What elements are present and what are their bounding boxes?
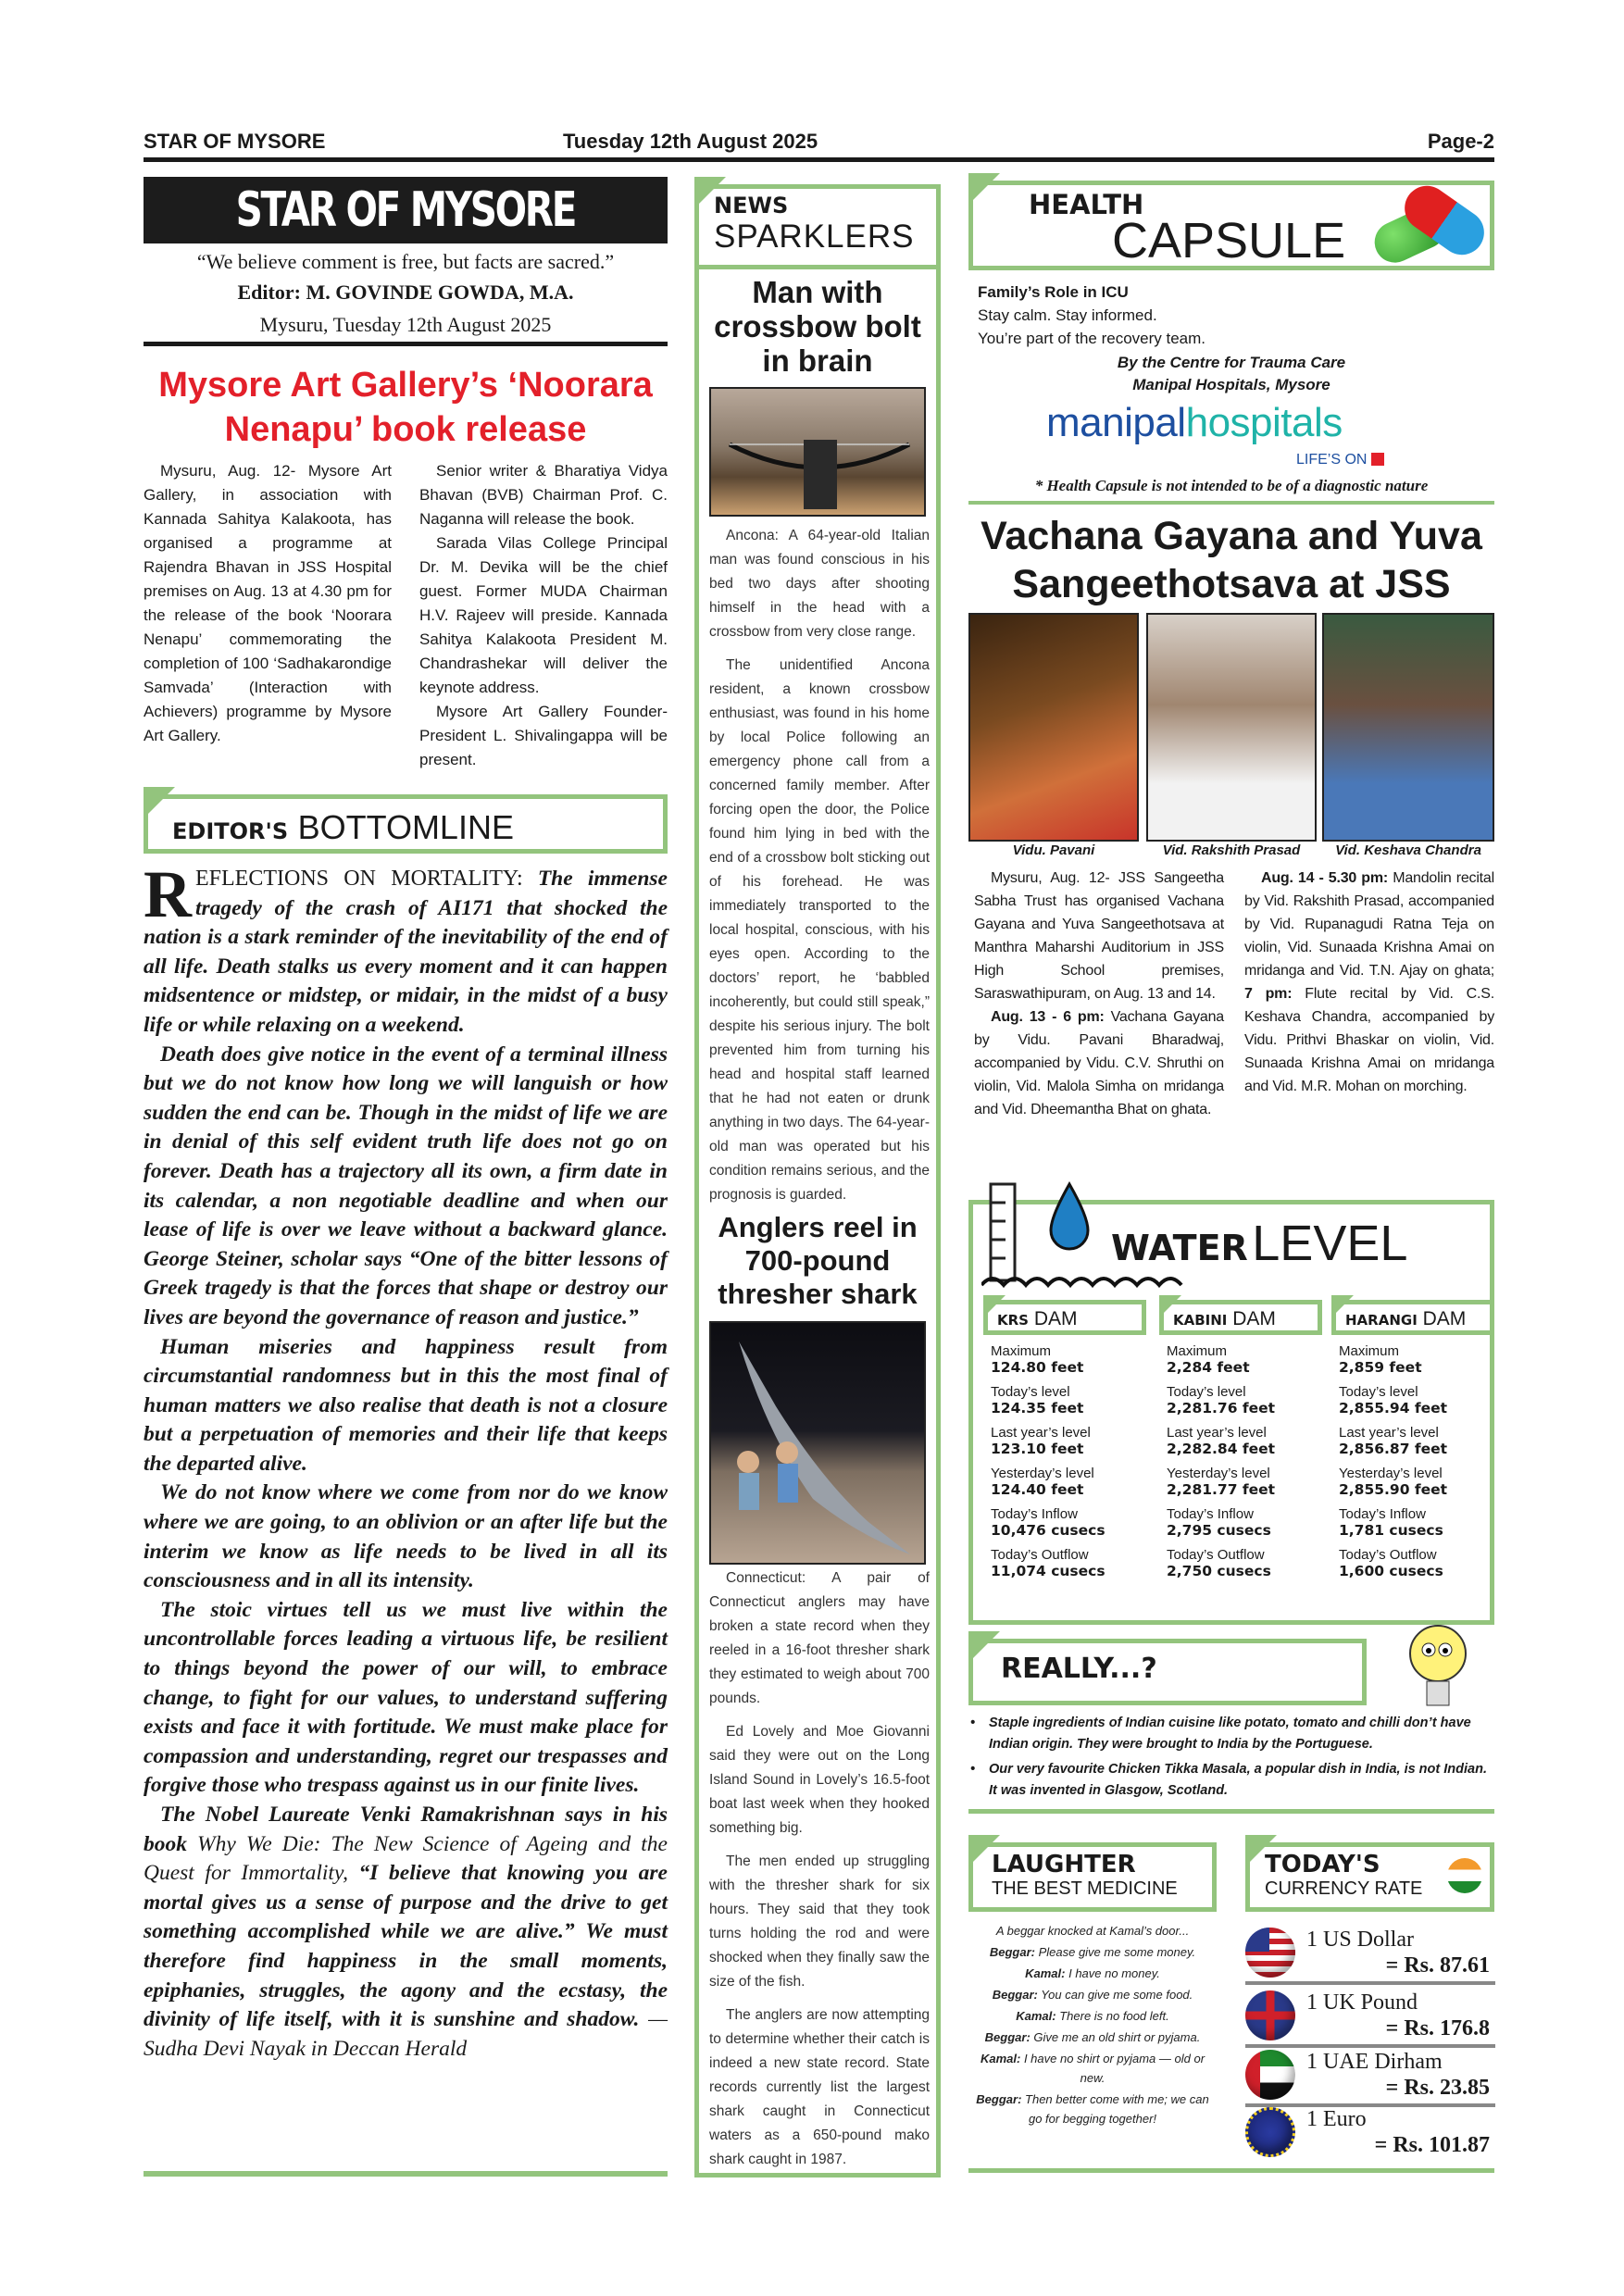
masthead-tagline: “We believe comment is free, but facts are sacred.” [196, 250, 615, 273]
speaker: Kamal: [980, 2052, 1021, 2065]
dam-label-last_year: Last year’s level [1339, 1425, 1439, 1441]
health-title: Family’s Role in ICU [978, 283, 1129, 301]
label-light: SPARKLERS [714, 218, 915, 255]
paragraph-lead: Aug. 14 - 5.30 pm: [1261, 870, 1389, 886]
dam-kabini [1159, 1300, 1322, 1579]
paragraph: Ed Lovely and Moe Giovanni said they were out on the Long Island Sound in Lovely’s 16.5-foot boat last week when they hooked something big. [709, 1724, 930, 1836]
page-number: Page-2 [1427, 130, 1494, 153]
paragraph: The immense tragedy of the crash of AI171 that shocked the nation is a stark reminder of the inevitability of the end of all life. Death stalks us every moment and it can happen midsentence or midstep, or midair, in the midst of a busy life or while relaxing on a weekend. [144, 867, 668, 1037]
joke-intro: A beggar knocked at Kamal’s door... [995, 1924, 1190, 1938]
dam-label-last_year: Last year’s level [1167, 1425, 1267, 1441]
dam-label-inflow: Today’s Inflow [1339, 1506, 1426, 1522]
paragraph: The unidentified Ancona resident, a known crossbow enthusiast, was found in his home by local Police following an emergency phone call from a concerned family member. After forcing open the door, the Police found him lying in bed with the end of a crossbow bolt sticking out of his forehead. He was immediately transported to the local hospital, conscious, with his eyes open. According to the doctors’ report, he ‘babbled incoherently, but could still speak,” despite his serious injury. The bolt prevented him from turning his head and hospital staff learned that he had not eaten or drunk anything in two days. The 64-year-old man was operated but his condition remains serious, and the prognosis is guarded. [709, 657, 930, 1203]
tagline: LIFE’S ON [1296, 452, 1368, 468]
dam-harangi [1331, 1300, 1494, 1579]
joke-line [968, 2090, 1217, 2128]
line-text: Please give me some money. [1034, 1945, 1196, 1959]
fact-text: Our very favourite Chicken Tikka Masala, a popular dish in India, is not Indian. It was invented in Glasgow, Scotland. [989, 1762, 1487, 1798]
currency-name: 1 US Dollar [1306, 1928, 1414, 1952]
paragraph-lead: 7 pm: [1244, 986, 1293, 1002]
uk-flag-icon [1245, 1990, 1295, 2040]
dam-title [1159, 1300, 1322, 1335]
dam-value-inflow: 2,795 cusecs [1167, 1522, 1271, 1539]
dam-label-yesterday: Yesterday’s level [1339, 1466, 1443, 1481]
dam-label-yesterday: Yesterday’s level [1167, 1466, 1270, 1481]
caption: Vidu. Pavani [1012, 842, 1095, 858]
credit: —Sudha Devi Nayak in Deccan Herald [144, 2007, 668, 2061]
masthead-title: STAR OF MYSORE [144, 177, 668, 243]
vachana-headline: Vachana Gayana and Yuva Sangeethotsava at JSS [981, 514, 1482, 606]
logo-part: manipal [1046, 400, 1186, 445]
speaker: Beggar: [984, 2030, 1031, 2044]
joke-line [968, 2028, 1217, 2047]
dam-value-inflow: 1,781 cusecs [1339, 1522, 1443, 1539]
masthead-dateline: Mysuru, Tuesday 12th August 2025 [259, 313, 552, 336]
capsule-pill-icon [1373, 178, 1484, 270]
line-text: There is no food left. [1056, 2009, 1169, 2023]
paragraph: Connecticut: A pair of Connecticut anglers may have broken a state record when they reeled in a 16-foot thresher shark they estimated to weigh about 700 pounds. [709, 1570, 930, 1706]
kicker: EFLECTIONS ON MORTALITY: [195, 867, 523, 891]
label-bold: LAUGHTER [992, 1851, 1136, 1878]
shark-photo [709, 1321, 926, 1565]
dam-label-outflow: Today’s Outflow [1167, 1547, 1265, 1563]
dam-label-inflow: Today’s Inflow [1167, 1506, 1254, 1522]
label-bold: TODAY'S [1265, 1851, 1380, 1878]
health-capsule-label [968, 181, 1494, 270]
dam-value-last_year: 123.10 feet [991, 1441, 1084, 1457]
label-light: CURRENCY RATE [1265, 1878, 1423, 1899]
list-item: • Our very favourite Chicken Tikka Masala, a popular dish in India, is not Indian. It was invented in Glasgow, Scotland. [970, 1762, 1487, 1798]
joke-line [968, 2006, 1217, 2026]
line-text: I have no shirt or pyjama — old or new. [1020, 2052, 1206, 2085]
crossbow-headline: Man with crossbow bolt in brain [714, 275, 921, 378]
speaker: Beggar: [976, 2092, 1022, 2106]
speaker: Beggar: [992, 1988, 1038, 2002]
line-text: Give me an old shirt or pyjama. [1030, 2030, 1201, 2044]
paragraph: Mysore Art Gallery Founder-President L. Shivalingappa will be present. [419, 703, 668, 768]
speaker: Kamal: [1025, 1966, 1066, 1980]
paragraph: Human miseries and happiness result from circumstantial randomness but in this the most final of human matters we also realise that death is not a closure but a perpetuation of memories and their life that keeps the departed alive. [144, 1334, 668, 1476]
paragraph: Death does give notice in the event of a terminal illness but we do not know how long we will languish or how sudden the end can be. Though in the midst of life we are in denial of this self evident truth life does not go on forever. Death has a trajectory all its own, a firm date in its calendar, a non negotiable deadline and when our lease of life is over we leave without a backward glance. George Steiner, scholar says “One of the bitter lessons of Greek tragedy is that the forces that shape or destroy our lives are beyond the governance of reason and justice.” [144, 1042, 668, 1329]
corner-triangle-icon [144, 787, 175, 818]
dam-value-today: 124.35 feet [991, 1400, 1084, 1416]
quote: “I believe that knowing you are mortal gives us a sense of purpose and the drive to get something accomplished while we are alive.” We must therefore find happiness in the small moments, epiphanies, struggles, the agony and the ecstasy, the divinity of life itself, with it is sunshine and shadow. [144, 1861, 668, 2032]
vachana-article [974, 867, 1494, 1121]
health-byline [968, 352, 1494, 396]
bottom-rule [968, 2168, 1494, 2173]
really-title: REALLY...? [1001, 1653, 1157, 1685]
shark-story [709, 1566, 930, 2181]
running-date: Tuesday 12th August 2025 [563, 130, 818, 153]
joke-line [968, 1985, 1217, 2004]
currency-name: 1 UK Pound [1306, 1990, 1418, 2015]
health-disclaimer: * Health Capsule is not intended to be of a diagnostic nature [1034, 477, 1429, 494]
health-line: Stay calm. Stay informed. [978, 306, 1157, 324]
dam-value-last_year: 2,856.87 feet [1339, 1441, 1448, 1457]
dam-value-today: 2,855.94 feet [1339, 1400, 1448, 1416]
dam-label-max: Maximum [1167, 1343, 1228, 1359]
dam-krs [983, 1300, 1146, 1579]
label-light: CAPSULE [1112, 213, 1346, 268]
currency-row [1245, 1990, 1495, 2048]
news-sparklers-label [694, 184, 941, 269]
label-bold: EDITOR'S [172, 818, 289, 844]
paragraph: We do not know where we come from nor do we know where we are going, to an oblivion or an after life but the interim we know as life needs to be lived in all its consciousness and in all its intensity. [144, 1480, 668, 1593]
joke-body [968, 1921, 1217, 2128]
dam-suffix: DAM [1033, 1308, 1078, 1329]
paragraph: Flute recital by Vid. C.S. Keshava Chandra, accompanied by Vidu. Prithvi Bhaskar on violin, Vid. Sunaada Krishna Amai on mridanga and Vid. M.R. Mohan on morching. [1244, 986, 1494, 1094]
paragraph: Mysuru, Aug. 12- JSS Sangeetha Sabha Trust has organised Vachana Gayana and Yuva Sangeethotsava at Manthra Maharshi Auditorium in JSS High School premises, Saraswathipuram, on Aug. 13 and 14. [974, 870, 1224, 1002]
joke-line [968, 1964, 1217, 1983]
really-label [968, 1639, 1367, 1705]
corner-triangle-icon [1245, 1835, 1277, 1866]
art-gallery-article [144, 459, 668, 772]
masthead-editor: Editor: M. GOVINDE GOWDA, M.A. [237, 281, 574, 304]
currency-row [1245, 2107, 1495, 2165]
currency-rate: = Rs. 176.8 [1385, 2016, 1490, 2040]
dam-value-last_year: 2,282.84 feet [1167, 1441, 1276, 1457]
currency-name: 1 Euro [1306, 2107, 1367, 2131]
editors-bottomline-label [144, 794, 668, 854]
dam-suffix: DAM [1422, 1308, 1467, 1329]
paragraph-lead: Aug. 13 - 6 pm: [991, 1009, 1105, 1025]
currency-row [1245, 2050, 1495, 2107]
dam-label-yesterday: Yesterday’s level [991, 1466, 1094, 1481]
paragraph: Vachana Gayana by Vidu. Pavani Bharadwaj, accompanied by Vidu. C.V. Shruthi on violin, Vid. Malola Simha on mridanga and Vid. Dheemantha Bhat on ghata. [974, 1009, 1224, 1117]
dam-suffix: DAM [1232, 1308, 1276, 1329]
paragraph: The stoic virtues tell us we must live within the uncontrollable forces leading a virtuous life, be resilient to things beyond the power of our will, to embrace change, to fight for our values, to understand suffering exists and face it with fortitude. We must make place for compassion and understanding, regret our trespasses and forgive those who trespass against us in our finite lives. [144, 1597, 668, 1798]
dam-label-today: Today’s level [991, 1384, 1070, 1400]
manipal-logo [1046, 400, 1343, 446]
editorial-body [144, 857, 668, 2064]
caption: Vid. Keshava Chandra [1335, 842, 1481, 858]
paragraph: Senior writer & Bharatiya Vidya Bhavan (BVB) Chairman Prof. C. Naganna will release the book. [419, 462, 668, 528]
line-text: Then better come with me; we can go for begging together! [1021, 2092, 1209, 2126]
book-title: Why We Die: The New Science of Ageing and the Quest for Immortality, [144, 1831, 668, 1886]
dam-value-outflow: 1,600 cusecs [1339, 1563, 1443, 1579]
drop-cap: R [144, 857, 192, 931]
health-line: You’re part of the recovery team. [978, 330, 1206, 347]
corner-triangle-icon [1159, 1295, 1181, 1317]
eu-flag-icon [1245, 2107, 1295, 2157]
dam-value-max: 124.80 feet [991, 1359, 1084, 1376]
crossbow-icon [711, 389, 926, 517]
art-gallery-headline: Mysore Art Gallery’s ‘Noorara Nenapu’ book release [158, 366, 653, 449]
speaker: Kamal: [1016, 2009, 1056, 2023]
corner-triangle-icon [983, 1295, 1006, 1317]
dam-label-outflow: Today’s Outflow [1339, 1547, 1437, 1563]
dam-value-yesterday: 2,281.77 feet [1167, 1481, 1276, 1498]
health-rule [968, 501, 1494, 505]
shark-icon [711, 1323, 926, 1565]
label-bold: NEWS [714, 193, 789, 218]
paragraph: Ancona: A 64-year-old Italian man was found conscious in his bed two days after shooting himself in the head with a crossbow from very close range. [709, 528, 930, 640]
dam-value-yesterday: 2,855.90 feet [1339, 1481, 1448, 1498]
dam-label-inflow: Today’s Inflow [991, 1506, 1078, 1522]
dam-value-max: 2,284 feet [1167, 1359, 1250, 1376]
label-light: BOTTOMLINE [297, 808, 514, 846]
line-text: I have no money. [1065, 1966, 1160, 1980]
manipal-tagline [1296, 452, 1384, 468]
label-light: THE BEST MEDICINE [992, 1878, 1178, 1899]
running-paper-name: STAR OF MYSORE [144, 130, 326, 153]
india-flag-icon [1447, 1858, 1482, 1893]
dam-value-today: 2,281.76 feet [1167, 1400, 1276, 1416]
line-text: You can give me some food. [1037, 1988, 1193, 2002]
fact-text: Staple ingredients of Indian cuisine like potato, tomato and chilli don’t have Indian origin. They were brought to India by the Portuguese. [989, 1716, 1471, 1752]
us-flag-icon [1245, 1928, 1295, 1978]
paragraph: The men ended up struggling with the thresher shark for six hours. They said that they took turns holding the rod and were shocked when they finally saw the size of the fish. [709, 1853, 930, 1990]
laughter-label [968, 1842, 1217, 1912]
joke-line [968, 1942, 1217, 1962]
health-content [978, 281, 1206, 350]
really-list [968, 1713, 1494, 1802]
dam-value-max: 2,859 feet [1339, 1359, 1422, 1376]
corner-triangle-icon [968, 173, 1000, 205]
editorial-bottom-rule [144, 2171, 668, 2177]
dam-title [1331, 1300, 1494, 1335]
lightbulb-mascot-icon [1403, 1622, 1477, 1715]
logo-part: hospitals [1185, 400, 1343, 445]
corner-triangle-icon [968, 1835, 1000, 1866]
label-light: LEVEL [1252, 1216, 1408, 1271]
dam-name: HARANGI [1345, 1312, 1418, 1329]
dam-value-inflow: 10,476 cusecs [991, 1522, 1106, 1539]
really-rule [968, 1809, 1494, 1814]
crossbow-story [709, 524, 930, 1217]
paragraph: Mysuru, Aug. 12- Mysore Art Gallery, in association with Kannada Sahitya Kalakoota, has organised a programme at Rajendra Bhavan in JSS Hospital premises on Aug. 13 at 4.30 pm for the release of the book ‘Noorara Nenapu’ commemorating the completion of 100 ‘Sadhakarondige Samvada’ (Interaction with Achievers) programme by Mysore Art Gallery. [144, 462, 392, 744]
currency-rates [1245, 1928, 1495, 2168]
uae-flag-icon [1245, 2050, 1295, 2100]
photo-pavani [968, 613, 1139, 842]
currency-rate: = Rs. 23.85 [1385, 2076, 1490, 2100]
corner-triangle-icon [1331, 1295, 1354, 1317]
dam-value-yesterday: 124.40 feet [991, 1481, 1084, 1498]
currency-row [1245, 1928, 1495, 1985]
currency-label [1245, 1842, 1494, 1912]
dam-label-outflow: Today’s Outflow [991, 1547, 1089, 1563]
corner-triangle-icon [694, 177, 726, 208]
dam-label-today: Today’s level [1167, 1384, 1246, 1400]
dam-label-today: Today’s level [1339, 1384, 1418, 1400]
masthead-rule [144, 342, 668, 346]
currency-name: 1 UAE Dirham [1306, 2050, 1443, 2074]
joke-line [968, 2049, 1217, 2088]
paragraph: The anglers are now attempting to determine whether their catch is indeed a new state record. State records currently list the largest shark caught in Connecticut waters as a 650-pound mako shark caught in 1987. [709, 2007, 930, 2167]
dam-name: KRS [997, 1312, 1029, 1329]
paragraph-lead: The Nobel Laureate Venki Ramakrishnan says in his book [144, 1803, 668, 1856]
label-bold: HEALTH [1029, 189, 1144, 220]
dam-label-max: Maximum [991, 1343, 1052, 1359]
byline-line: Manipal Hospitals, Mysore [1132, 376, 1330, 393]
label-bold: WATER [1111, 1228, 1248, 1268]
corner-triangle-icon [968, 1631, 1000, 1663]
speaker: Beggar: [989, 1945, 1035, 1959]
crossbow-photo [709, 387, 926, 517]
list-item: • Staple ingredients of Indian cuisine like potato, tomato and chilli don’t have Indian origin. They were brought to India by the Portuguese. [970, 1716, 1471, 1752]
dam-label-max: Maximum [1339, 1343, 1400, 1359]
photo-keshava-chandra [1322, 613, 1494, 842]
dam-value-outflow: 11,074 cusecs [991, 1563, 1106, 1579]
currency-rate: = Rs. 101.87 [1374, 2133, 1490, 2157]
paragraph: Sarada Vilas College Principal Dr. M. Devika will be the chief guest. Former MUDA Chairman H.V. Rajeev will preside. Kannada Sahitya Kalakoota President M. Chandrashekar will deliver the keynote address. [419, 534, 668, 696]
water-level-title [1111, 1215, 1407, 1272]
currency-rate: = Rs. 87.61 [1385, 1953, 1490, 1978]
caption: Vid. Rakshith Prasad [1162, 842, 1301, 858]
shark-headline: Anglers reel in 700-pound thresher shark [718, 1211, 918, 1310]
photo-rakshith-prasad [1146, 613, 1317, 842]
dam-value-outflow: 2,750 cusecs [1167, 1563, 1271, 1579]
paragraph: Mandolin recital by Vid. Rakshith Prasad, accompanied by Vid. Rupanagudi Ratna Teja on violin, Vid. Sunaada Krishna Amai on mridanga and Vid. T.N. Ajay on ghata; [1244, 870, 1494, 979]
plus-logo-icon [1371, 453, 1384, 466]
dam-name: KABINI [1173, 1312, 1228, 1329]
dam-title [983, 1300, 1146, 1335]
header-rule [144, 157, 1494, 162]
dam-label-last_year: Last year’s level [991, 1425, 1091, 1441]
byline-line: By the Centre for Trauma Care [1117, 354, 1346, 371]
